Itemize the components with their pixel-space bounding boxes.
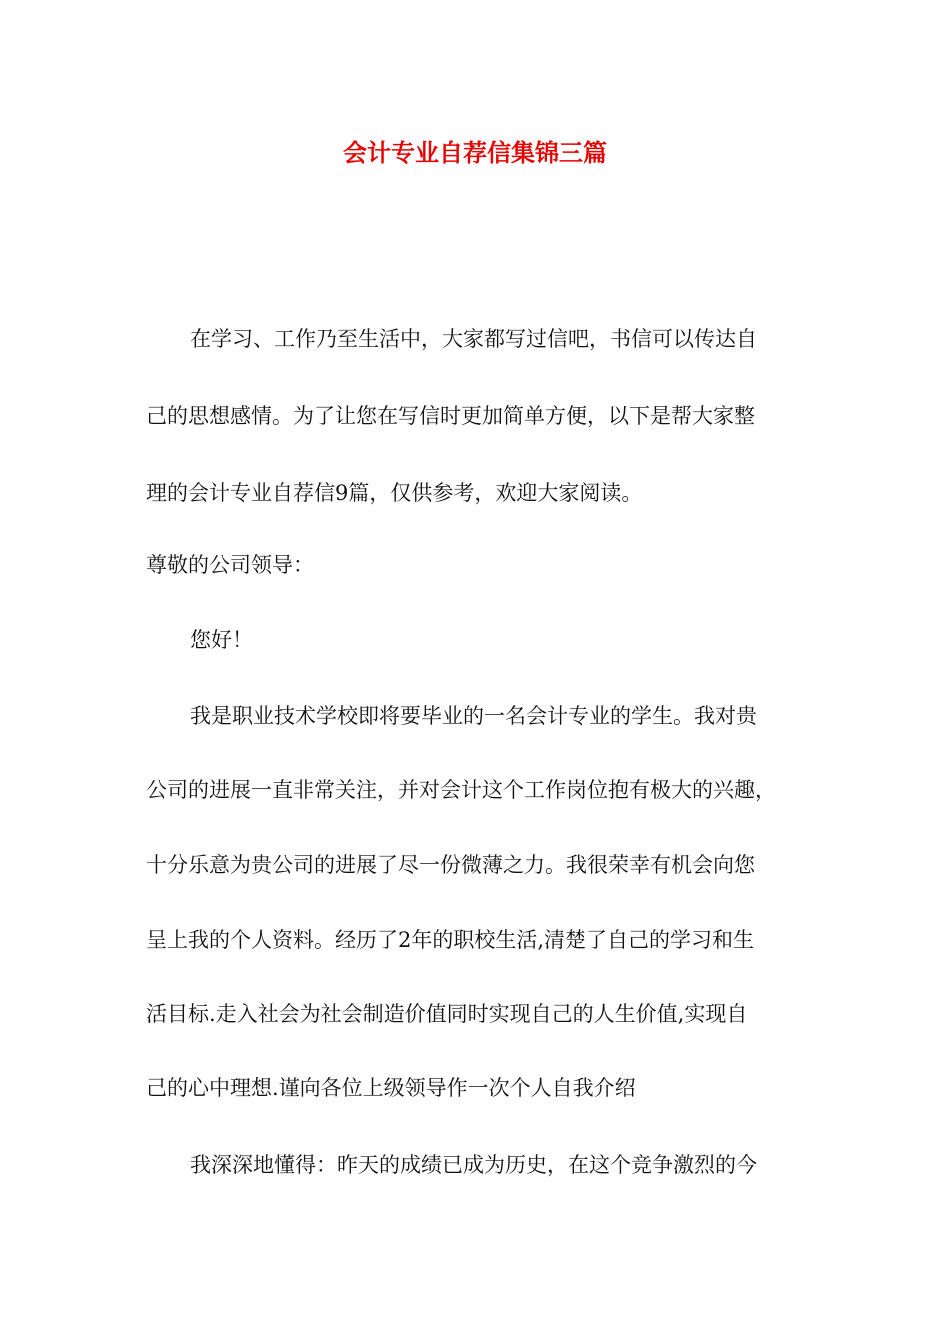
document-title: 会计专业自荐信集锦三篇 [343, 139, 607, 167]
paragraph-line: 我是职业技术学校即将要毕业的一名会计专业的学生。我对贵 [190, 704, 757, 728]
paragraph-line: 活目标.走入社会为社会制造价值同时实现自己的人生价值,实现自 [146, 1002, 748, 1026]
paragraph-line: 己的思想感情。为了让您在写信时更加简单方便，以下是帮大家整 [146, 404, 755, 428]
paragraph-line: 己的心中理想.谨向各位上级领导作一次个人自我介绍 [146, 1076, 636, 1100]
salutation-line: 尊敬的公司领导： [146, 553, 314, 577]
paragraph-line: 十分乐意为贵公司的进展了尽一份微薄之力。我很荣幸有机会向您 [146, 853, 755, 877]
paragraph-line: 公司的进展一直非常关注，并对会计这个工作岗位抱有极大的兴趣， [146, 778, 776, 802]
greeting-line: 您好！ [190, 628, 253, 652]
paragraph-line: 呈上我的个人资料。经历了2年的职校生活,清楚了自己的学习和生 [146, 928, 755, 952]
paragraph-line: 理的会计专业自荐信9篇，仅供参考，欢迎大家阅读。 [146, 481, 643, 505]
paragraph-line: 我深深地懂得：昨天的成绩已成为历史，在这个竞争激烈的今 [190, 1153, 757, 1177]
paragraph-line: 在学习、工作乃至生活中，大家都写过信吧，书信可以传达自 [190, 327, 757, 351]
